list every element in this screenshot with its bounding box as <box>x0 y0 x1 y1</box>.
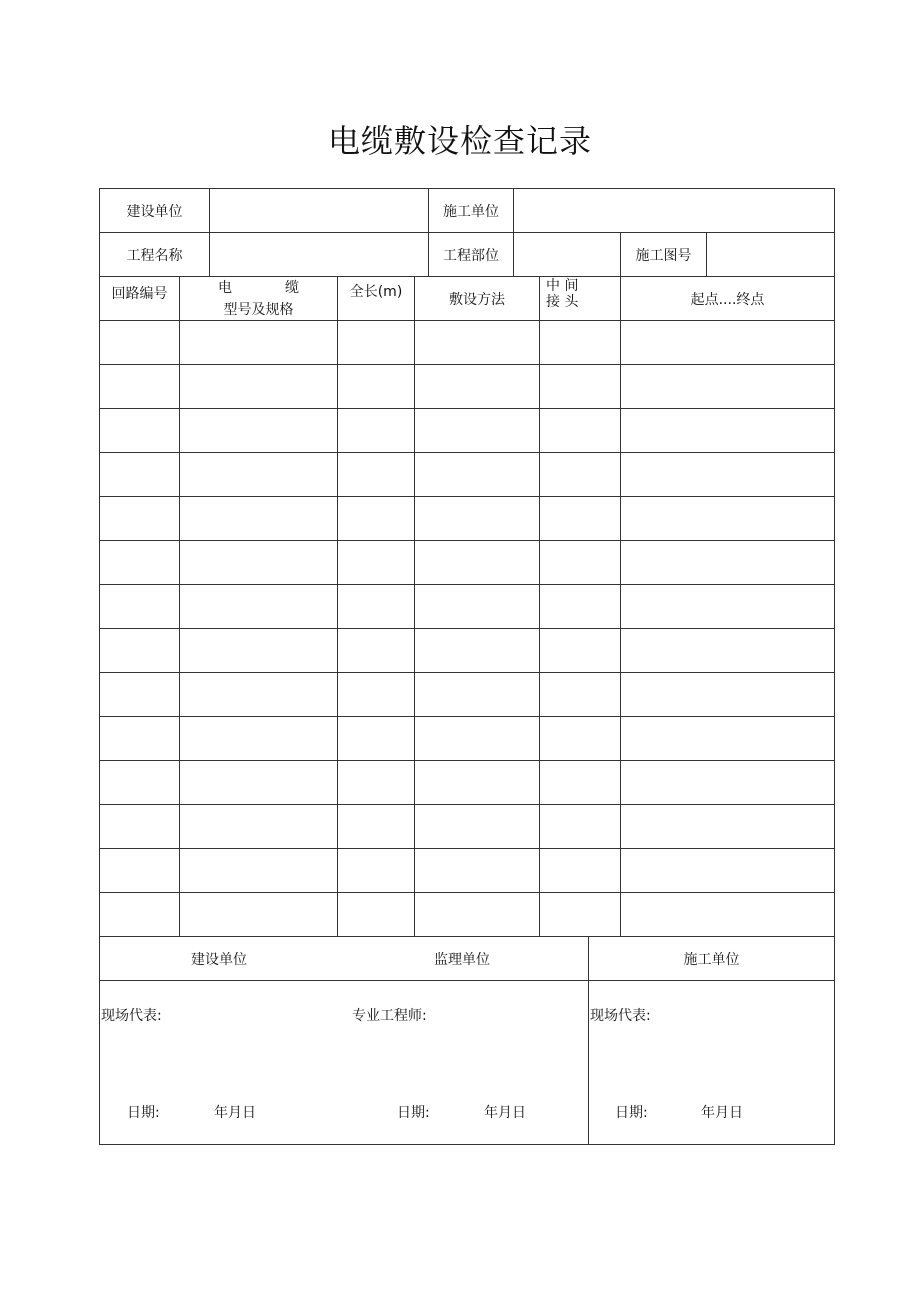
cell-circuit-no[interactable] <box>100 673 180 717</box>
supervision-date-value[interactable]: 年月日 <box>484 1105 526 1121</box>
build-rep-label: 现场代表: <box>101 1008 162 1024</box>
cell-length[interactable] <box>338 497 415 541</box>
cell-laying-method[interactable] <box>415 585 540 629</box>
table-row <box>100 761 835 805</box>
table-row <box>100 453 835 497</box>
cell-circuit-no[interactable] <box>100 409 180 453</box>
cell-circuit-no[interactable] <box>100 321 180 365</box>
table-row <box>100 849 835 893</box>
col-laying-method: 敷设方法 <box>415 277 540 321</box>
cell-length[interactable] <box>338 805 415 849</box>
table-row <box>100 629 835 673</box>
cell-middle-joint[interactable] <box>540 585 621 629</box>
cell-start-end[interactable] <box>621 453 835 497</box>
cell-laying-method[interactable] <box>415 497 540 541</box>
header-row-2 <box>100 233 835 277</box>
cell-laying-method[interactable] <box>415 893 540 937</box>
construction-unit-label: 施工单位 <box>429 189 514 233</box>
cell-cable-model[interactable] <box>180 717 338 761</box>
table-row <box>100 321 835 365</box>
cell-laying-method[interactable] <box>415 805 540 849</box>
construction-unit-field[interactable] <box>514 189 835 233</box>
cell-middle-joint[interactable] <box>540 717 621 761</box>
construction-date-value[interactable]: 年月日 <box>701 1105 743 1121</box>
cell-middle-joint[interactable] <box>540 365 621 409</box>
table-row <box>100 365 835 409</box>
table-row <box>100 409 835 453</box>
cell-circuit-no[interactable] <box>100 849 180 893</box>
cell-start-end[interactable] <box>621 629 835 673</box>
inspection-form <box>99 188 834 1145</box>
cell-circuit-no[interactable] <box>100 585 180 629</box>
col-length: 全长(m) <box>338 277 415 321</box>
cell-start-end[interactable] <box>621 805 835 849</box>
cell-length[interactable] <box>338 409 415 453</box>
col-joint-line-2: 接 头 <box>546 294 579 310</box>
table-row <box>100 541 835 585</box>
signoff-header-left <box>100 937 589 981</box>
cell-length[interactable] <box>338 849 415 893</box>
cell-cable-model[interactable] <box>180 673 338 717</box>
cell-cable-model[interactable] <box>180 585 338 629</box>
cell-circuit-no[interactable] <box>100 805 180 849</box>
col-cable-char-2: 缆 <box>285 279 299 296</box>
drawing-no-field[interactable] <box>707 233 835 277</box>
cell-circuit-no[interactable] <box>100 717 180 761</box>
cell-length[interactable] <box>338 717 415 761</box>
signoff-table <box>99 936 835 1145</box>
cell-length[interactable] <box>338 761 415 805</box>
cell-cable-model[interactable] <box>180 365 338 409</box>
cell-length[interactable] <box>338 629 415 673</box>
cell-laying-method[interactable] <box>415 629 540 673</box>
drawing-no-label: 施工图号 <box>621 233 707 277</box>
cell-cable-model[interactable] <box>180 805 338 849</box>
cell-cable-model[interactable] <box>180 541 338 585</box>
cell-start-end[interactable] <box>621 497 835 541</box>
cell-middle-joint[interactable] <box>540 629 621 673</box>
cell-cable-model[interactable] <box>180 849 338 893</box>
cell-laying-method[interactable] <box>415 849 540 893</box>
cell-laying-method[interactable] <box>415 673 540 717</box>
signoff-body-right <box>589 981 835 1145</box>
cell-length[interactable] <box>338 321 415 365</box>
column-header-row <box>100 277 835 321</box>
cell-start-end[interactable] <box>621 761 835 805</box>
header-row-1 <box>100 189 835 233</box>
cell-middle-joint[interactable] <box>540 541 621 585</box>
cell-cable-model[interactable] <box>180 409 338 453</box>
cell-circuit-no[interactable] <box>100 893 180 937</box>
cell-middle-joint[interactable] <box>540 849 621 893</box>
cell-start-end[interactable] <box>621 365 835 409</box>
project-name-label: 工程名称 <box>100 233 210 277</box>
cell-length[interactable] <box>338 585 415 629</box>
cell-laying-method[interactable] <box>415 541 540 585</box>
cell-length[interactable] <box>338 541 415 585</box>
engineer-label: 专业工程师: <box>352 1008 427 1024</box>
table-row <box>100 717 835 761</box>
project-name-field[interactable] <box>210 233 429 277</box>
cell-start-end[interactable] <box>621 717 835 761</box>
col-joint-line-1: 中 间 <box>546 278 579 294</box>
cell-middle-joint[interactable] <box>540 321 621 365</box>
table-row <box>100 585 835 629</box>
cell-start-end[interactable] <box>621 849 835 893</box>
build-unit-label: 建设单位 <box>100 189 210 233</box>
cell-middle-joint[interactable] <box>540 673 621 717</box>
cell-cable-model[interactable] <box>180 893 338 937</box>
cell-laying-method[interactable] <box>415 321 540 365</box>
cell-length[interactable] <box>338 365 415 409</box>
cell-middle-joint[interactable] <box>540 497 621 541</box>
cell-middle-joint[interactable] <box>540 805 621 849</box>
cell-length[interactable] <box>338 893 415 937</box>
signoff-build-unit: 建设单位 <box>191 951 247 968</box>
cell-middle-joint[interactable] <box>540 409 621 453</box>
signoff-supervision-unit: 监理单位 <box>434 951 490 968</box>
cell-laying-method[interactable] <box>415 717 540 761</box>
cell-cable-model[interactable] <box>180 497 338 541</box>
cell-laying-method[interactable] <box>415 761 540 805</box>
cell-cable-model[interactable] <box>180 453 338 497</box>
cell-laying-method[interactable] <box>415 365 540 409</box>
cell-start-end[interactable] <box>621 585 835 629</box>
signoff-construction-unit: 施工单位 <box>589 937 835 981</box>
cell-laying-method[interactable] <box>415 453 540 497</box>
cell-middle-joint[interactable] <box>540 761 621 805</box>
cell-circuit-no[interactable] <box>100 453 180 497</box>
construction-date-label: 日期: <box>615 1105 648 1121</box>
project-part-field[interactable] <box>514 233 621 277</box>
cell-start-end[interactable] <box>621 321 835 365</box>
cell-circuit-no[interactable] <box>100 541 180 585</box>
cell-length[interactable] <box>338 453 415 497</box>
cell-circuit-no[interactable] <box>100 761 180 805</box>
table-row <box>100 893 835 937</box>
build-date-value[interactable]: 年月日 <box>214 1105 256 1121</box>
col-start-end: 起点....终点 <box>621 277 835 321</box>
signoff-body-left <box>100 981 589 1145</box>
table-row <box>100 805 835 849</box>
cell-start-end[interactable] <box>621 409 835 453</box>
cell-length[interactable] <box>338 673 415 717</box>
page-title: 电缆敷设检查记录 <box>327 122 592 160</box>
cell-cable-model[interactable] <box>180 321 338 365</box>
cell-laying-method[interactable] <box>415 409 540 453</box>
cell-circuit-no[interactable] <box>100 365 180 409</box>
col-circuit-no: 回路编号 <box>100 277 180 321</box>
cell-start-end[interactable] <box>621 541 835 585</box>
cell-middle-joint[interactable] <box>540 893 621 937</box>
construction-rep-label: 现场代表: <box>590 1008 651 1024</box>
build-unit-field[interactable] <box>210 189 429 233</box>
cell-cable-model[interactable] <box>180 629 338 673</box>
table-row <box>100 497 835 541</box>
col-cable-model <box>180 277 338 321</box>
col-cable-char-1: 电 <box>218 279 232 296</box>
cell-start-end[interactable] <box>621 673 835 717</box>
cell-circuit-no[interactable] <box>100 629 180 673</box>
cell-cable-model[interactable] <box>180 761 338 805</box>
cell-middle-joint[interactable] <box>540 453 621 497</box>
build-date-label: 日期: <box>127 1105 160 1121</box>
record-table <box>99 188 835 937</box>
project-part-label: 工程部位 <box>429 233 514 277</box>
col-cable-spec: 型号及规格 <box>223 301 294 318</box>
cell-start-end[interactable] <box>621 893 835 937</box>
supervision-date-label: 日期: <box>397 1105 430 1121</box>
table-row <box>100 673 835 717</box>
col-middle-joint <box>540 277 621 321</box>
cell-circuit-no[interactable] <box>100 497 180 541</box>
